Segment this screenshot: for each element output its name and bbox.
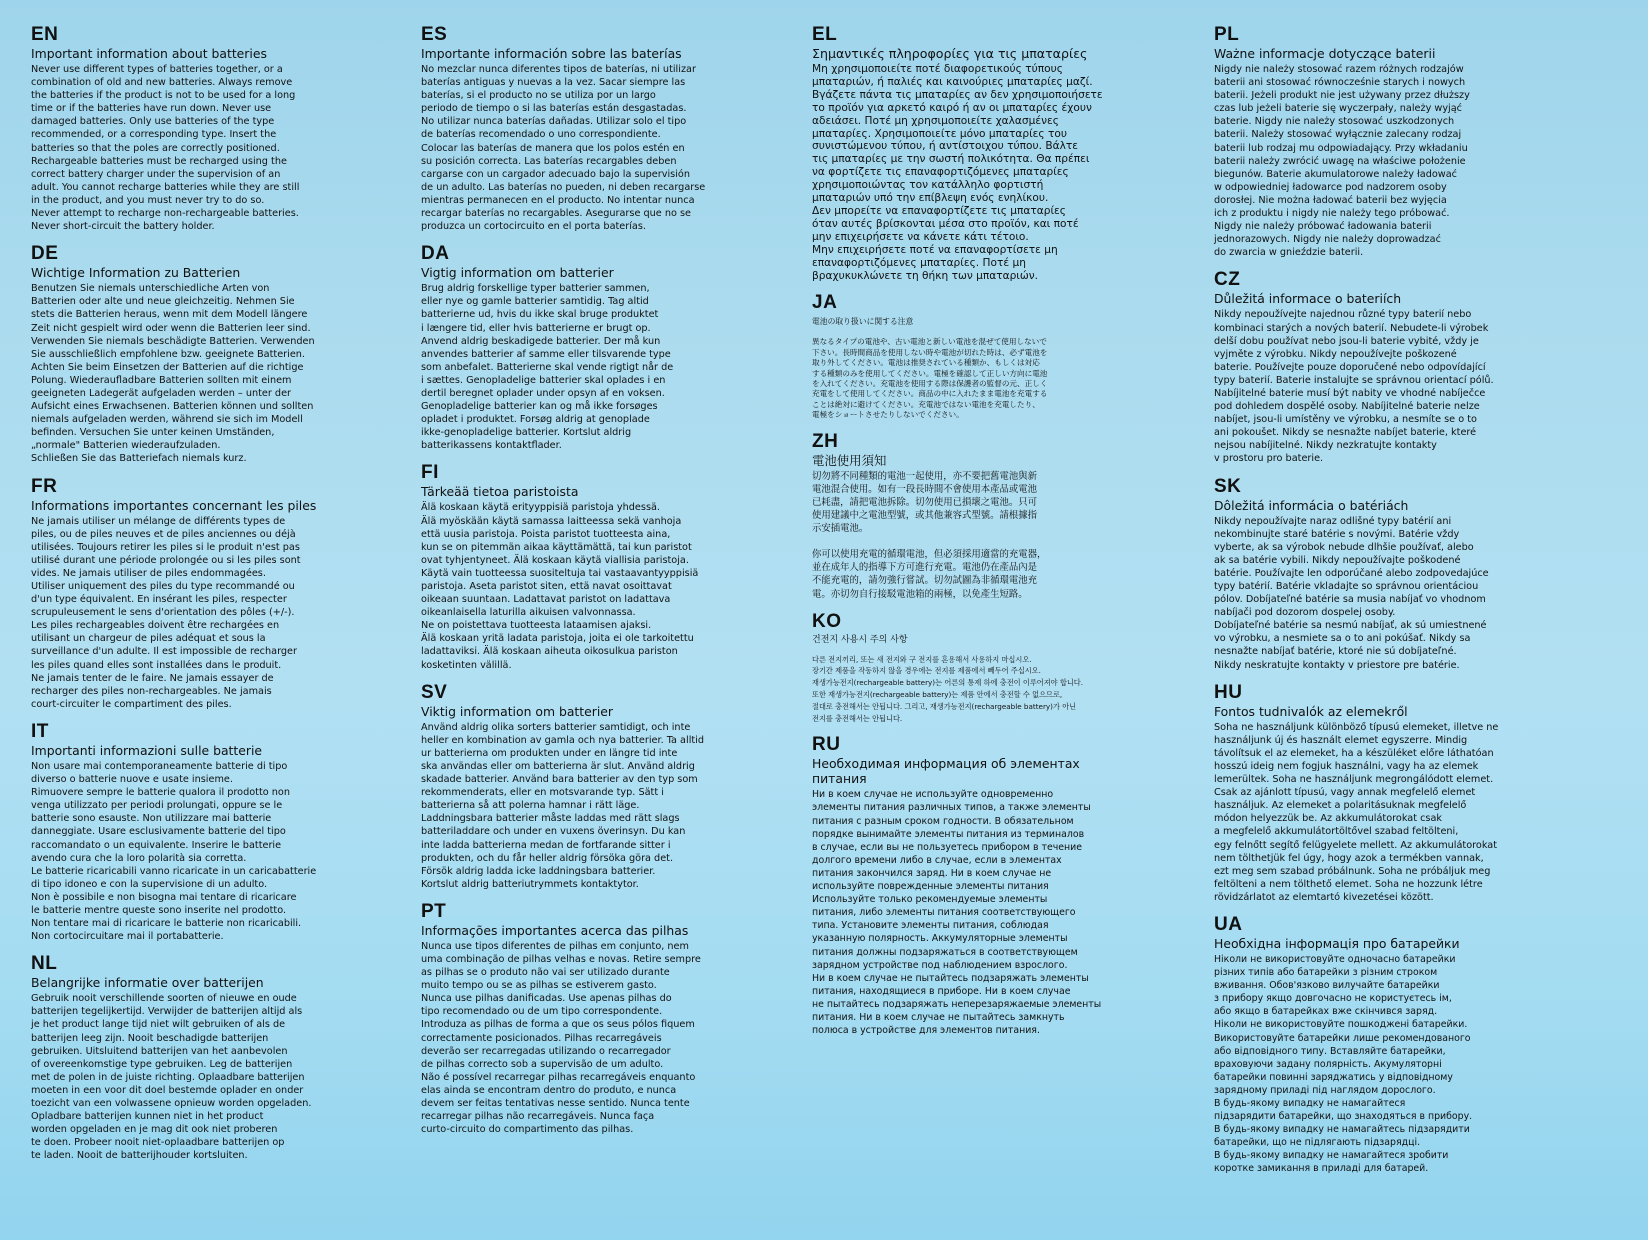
column-4 [1214,24,1514,1186]
section-body: Gebruik nooit verschillende soorten of nieuwe en oude batterijen tegelijkertijd. Verwijder de batterijen altijd als je het product lange tijd niet wilt gebruiken of als de batterijen leeg zijn. Nooit beschadigde batterijen gebruiken. Uitsluitend batterijen van het aanbevolen of overeenkomstige type gebruiken. Leg de batterijen met de polen in de juiste richting. Oplaadbare batterijen moeten in een voor dit doel bestemde oplader en onder toezicht van een volwassene opnieuw worden opgeladen. Opladbare batterijen kunnen niet in het product worden opgeladen en je mag dit ook niet proberen te doen. Probeer nooit niet-oplaadbare batterijen op te laden. Nooit de batterijhouder kortsluiten. [31,993,312,1162]
section-body: Använd aldrig olika sorters batterier samtidigt, och inte heller en kombination av gamla och nya batterier. Ta alltid ur batterierna om produkten under en längre tid inte ska användas eller om batterierna är slut. Använd aldrig skadade batterier. Använd bara batterier av den typ som rekommenderats, eller en motsvarande typ. Sätt i batterierna så att polerna hamnar i rätt läge. Laddningsbara batterier måste laddas med rätt slags batteriladdare och under en vuxens överinsyn. Du kan inte ladda batterierna medan de fortfarande sitter i produkten, och du får heller aldrig försöka göra det. Försök aldrig ladda icke laddningsbara batterier. Kortslut aldrig batteriutrymmets kontaktytor. [421,721,705,890]
section-title: Необходимая информация об элементах питания [812,756,1080,787]
language-code: DA [421,243,450,265]
language-code: PL [1214,24,1240,45]
section-ja [812,292,1122,420]
section-title: Wichtige Information zu Batterien [31,265,241,281]
section-hu [1214,682,1514,904]
section-title: Vigtig information om batterier [421,265,614,281]
section-pt [421,901,713,1136]
language-code: EL [812,24,838,45]
section-da [421,243,713,452]
section-body: Ни в коем случае не используйте одновременно элементы питания различных типов, а также элементы питания с разным сроком годности. В обязательном порядке вынимайте элементы питания из терминалов в случае, если вы не пользуетесь прибором в течение долгого времени либо в случае, если в элементах питания закончился заряд. Ни в коем случае не используйте поврежденные элементы питания Используйте только рекомендуемые элементы питания, либо элементы питания соответствующего типа. Установите элементы питания, соблюдая указанную полярность. Аккумуляторные элементы питания должны подзаряжаться в соответствующем зарядном устройстве под наблюдением взрослого. Ни в коем случае не пытайтесь подзаряжать элементы питания, находящиеся в приборе. Ни в коем случае не пытайтесь подзаряжать неперезаряжаемые элементы питания. Ни в коем случае не пытайтесь замкнуть полюса в устройстве для элементов питания. [812,789,1102,1037]
language-code: SK [1214,475,1242,497]
column-3 [812,24,1122,1047]
language-code: ZH [812,430,839,452]
section-body: Soha ne használjunk különböző típusú elemeket, illetve ne használjunk új és használt elemet egyszerre. Mindig távolítsuk el az elemeket, ha a készüléket előre láthatóan hosszú ideig nem fogjuk használni, vagy ha az elemek lemerültek. Soha ne használjunk megrongálódott elemet. Csak az ajánlott típusú, vagy annak megfelelő elemet használjuk. Az elemeket a polaritásuknak megfelelő módon helyezzük be. Az akkumulátorokat csak a megfelelő akkumulátortöltővel szabad feltölteni, egy felnőtt segítő felügyelete mellett. Az akkumulátorokat nem tölthetjük fel úgy, hogy azok a termékben vannak, ezt meg sem szabad próbálnunk. Soha ne próbáljuk meg feltölteni a nem tölthető elemet. Soha ne hozzunk létre rövidzárlatot az elemtartó kivezetései között. [1214,721,1499,903]
section-body: Μη χρησιμοποιείτε ποτέ διαφορετικούς τύπους μπαταριών, ή παλιές και καινούριες μπαταρίες μαζί. Βγάζετε πάντα τις μπαταρίες αν δεν χρησιμοποιήσετε το προϊόν για αρκετό καιρό ή αν οι μπαταρίες έχουν αδειάσει. Ποτέ μη χρησιμοποιείτε χαλασμένες μπαταρίες. Χρησιμοποιείτε μόνο μπαταρίες του συνιστώμενου τύπου, ή αντίστοιχου τύπου. Βάλτε τις μπαταρίες με την σωστή πολικότητα. Θα πρέπει να φορτίζετε τις επαναφορτιζόμενες μπαταρίες χρησιμοποιώντας τον κατάλληλο φορτιστή μπαταριών υπό την επίβλεψη ενός ενηλίκου. Δεν μπορείτε να επαναφορτίζετε τις μπαταρίες όταν αυτές βρίσκονται μέσα στο προϊόν, και ποτέ μην επιχειρήσετε να κάνετε κάτι τέτοιο. Μην επιχειρήσετε ποτέ να επαναφορτίσετε μη επαναφορτιζόμενες μπαταρίες. Ποτέ μη βραχυκυκλώνετε τη θήκη των μπαταριών. [812,63,1103,282]
section-title: Fontos tudnivalók az elemekről [1214,703,1408,719]
section-body: Nikdy nepoužívajte naraz odlišné typy batérií ani nekombinujte staré batérie s novými. Batérie vždy vyberte, ak sa výrobok nebude dlhšie používať, alebo ak sa batérie vybili. Nikdy nepoužívajte poškodené batérie. Používajte len odporúčané alebo zodpovedajúce typy batérií. Batérie vkladajte so správnou orientáciou pólov. Dobíjateľné batérie sa musia nabíjať vo vhodnom nabíjači pod dozorom dospelej osoby. Dobíjateľné batérie sa nesmú nabíjať, ak sú umiestnené vo výrobku, a nesmiete sa o to ani pokúšať. Nikdy sa nesnažte nabíjať batérie, ktoré nie sú dobíjateľné. Nikdy neskratujte kontakty v priestore pre batérie. [1214,515,1489,671]
language-code: ES [421,24,448,45]
language-code: JA [812,292,838,314]
section-nl [31,953,323,1162]
column-2 [421,24,713,1146]
section-en [31,24,323,233]
language-code: NL [31,953,58,975]
section-body: Ne jamais utiliser un mélange de différents types de piles, ou de piles neuves et de piles anciennes ou déjà utilisées. Toujours retirer les piles si le produit n'est pas utilisé durant une période prolongée ou si les piles sont vides. Ne jamais utiliser de piles endommagées. Utiliser uniquement des piles du type recommandé ou d'un type équivalent. En insérant les piles, respecter scrupuleusement le sens d'orientation des pôles (+/-). Les piles rechargeables doivent être rechargées en utilisant un chargeur de piles adéquat et sous la surveillance d'un adulte. Il est impossible de recharger les piles quand elles sont installées dans le produit. Ne jamais tenter de le faire. Ne jamais essayer de recharger des piles non-rechargeables. Ne jamais court-circuiter le compartiment des piles. [31,515,301,710]
section-body: 異なるタイプの電池や、古い電池と新しい電池を混ぜて使用しないで 下さい。長時間商品を使用しない時や電池が切れた時は、必ず電池を 取り外してください。電池は推奨されている種類か、もしくは対応 する種類のみを使用してください。電極を確認して正しい方向に電池 を入れてください。充電池を使用する際は保護者の監督の元、正しく 充電をして使用してください。商品の中に入れたまま電池を充電する ことは絶対に避けてください。充電池ではない電池を充電したり、 電極をショートさせたりしないでください。 [812,337,1048,420]
section-pl [1214,24,1514,259]
section-it [31,721,323,943]
section-sv [421,682,713,891]
language-code: FR [31,475,58,497]
section-de [31,243,323,465]
section-body: Älä koskaan käytä erityyppisiä paristoja yhdessä. Älä myöskään käytä samassa laitteessa sekä vanhoja että uusia paristoja. Poista paristot tuotteesta aina, kun se on pitemmän aikaa käyttämättä, tai kun paristot ovat tyhjentyneet. Älä koskaan käytä viallisia paristoja. Käytä vain tuotteessa suositeltuja tai vastaavantyyppisiä paristoja. Aseta paristot siten, että navat osoittavat oikeaan suuntaan. Ladattavat paristot on ladattava oikeanlaisella laturilla aikuisen valvonnassa. Ne on poistettava tuotteesta lataamisen ajaksi. Älä koskaan yritä ladata paristoja, joita ei ole tarkoitettu ladattaviksi. Älä koskaan aiheuta oikosulkua pariston kosketinten välillä. [421,502,699,671]
section-body: Brug aldrig forskellige typer batterier sammen, eller nye og gamle batterier samtidig. Tag altid batterierne ud, hvis du ikke skal bruge produktet i længere tid, eller hvis batterierne er brugt op. Anvend aldrig beskadigede batterier. Der må kun anvendes batterier af samme eller tilsvarende type som anbefalet. Batterierne skal vende rigtigt når de i sættes. Genopladelige batterier skal oplades i en dertil beregnet oplader under opsyn af en voksen. Genopladelige batterier kan og må ikke forsøges opladet i produktet. Forsøg aldrig at genoplade ikke-genopladelige batterier. Kortslut aldrig batterikassens kontaktflader. [421,283,674,452]
section-ko [812,611,1122,725]
section-body: Benutzen Sie niemals unterschiedliche Arten von Batterien oder alte und neue gleichzeitig. Nehmen Sie stets die Batterien heraus, wenn mit dem Modell längere Zeit nicht gespielt wird oder wenn die Batterien leer sind. Verwenden Sie niemals beschädigte Batterien. Verwenden Sie ausschließlich empfohlene bzw. geeignete Batterien. Achten Sie beim Einsetzen der Batterien auf die richtige Polung. Wiederaufladbare Batterien sollten mit einem geeigneten Ladegerät aufgeladen werden – unter der Aufsicht eines Erwachsenen. Batterien können und sollten niemals aufgeladen werden, während sie sich im Modell befinden. Versuchen Sie unter keinen Umständen, „normale" Batterien wiederaufzuladen. Schließen Sie das Batteriefach niemals kurz. [31,283,315,465]
column-1 [31,24,323,1172]
section-fi [421,462,713,671]
language-code: HU [1214,681,1243,703]
section-title: Viktig information om batterier [421,703,614,719]
language-code: DE [31,243,59,265]
language-code: PT [421,900,447,922]
language-code: EN [31,24,59,45]
section-fr [31,476,323,711]
section-body: 다른 전지끼리, 또는 새 전지와 구 전지를 혼용해서 사용하지 마십시오. 장기간 제품을 작동하지 않을 경우에는 전지를 제품에서 빼두어 주십시오. 재생가능전지(rechargeable battery)는 어른의 통제 하에 충전이 이루어져야 합니다. 또한 재생가능전지(rechargeable battery)는 제품 안에서 충전할 수 없으므로, 절대로 충전해서는 안됩니다. 그리고, 재생가능전지(rechargeable battery)가 아닌 전지를 충전해서는 안됩니다. [812,654,1084,723]
section-title: Informations importantes concernant les piles [31,497,317,513]
language-code: KO [812,610,842,632]
section-body: No mezclar nunca diferentes tipos de baterías, ni utilizar baterías antiguas y nuevas a la vez. Sacar siempre las baterías, si el producto no se utiliza por un largo periodo de tiempo o si las baterías están desgastadas. No utilizar nunca baterías dañadas. Utilizar solo el tipo de baterías recomendado o uno correspondiente. Colocar las baterías de manera que los polos estén en su posición correcta. Las baterías recargables deben cargarse con un cargador adecuado bajo la supervisión de un adulto. Las baterías no pueden, ni deben recargarse mientras permanecen en el producto. No intentar nunca recargar baterías no recargables. Asegurarse que no se produzca un cortocircuito en el porta baterías. [421,64,706,233]
section-body: Nunca use tipos diferentes de pilhas em conjunto, nem uma combinação de pilhas velhas e novas. Retire sempre as pilhas se o produto não vai ser utilizado durante muito tempo ou se as pilhas se estiverem gasto. Nunca use pilhas danificadas. Use apenas pilhas do tipo recomendado ou de um tipo correspondente. Introduza as pilhas de forma a que os seus pólos fiquem correctamente posicionados. Pilhas recarregáveis deverão ser recarregadas utilizando o recarregador de pilhas correcto sob a supervisão de um adulto. Não é possível recarregar pilhas recarregáveis enquanto elas ainda se encontram dentro do produto, e nunca devem ser feitas tentativas nesse sentido. Nunca tente recarregar pilhas não recarregáveis. Nunca faça curto-circuito do compartimento das pilhas. [421,940,701,1136]
section-title: Důležitá informace o bateriích [1214,291,1402,307]
section-es [421,24,713,233]
section-title: 電池使用須知 [812,452,887,468]
language-code: CZ [1214,269,1241,291]
section-body: Nikdy nepoužívejte najednou různé typy baterií nebo kombinaci starých a nových baterií. Nebudete-li výrobek delší dobu používat nebo jsou-li baterie vybité, vždy je vyjměte z výrobku. Nikdy nepoužívejte poškozené baterie. Používejte pouze doporučené nebo odpovídající typy baterií. Baterie instalujte se správnou orientací pólů. Nabíjitelné baterie musí být nabity ve vhodné nabíječce pod dohledem dospělé osoby. Nabíjitelné baterie nelze nabíjet, jsou-li umístěny ve výrobku, a nesmíte se o to ani pokoušet. Nikdy se nesnažte nabíjet baterie, které nejsou nabíjitelné. Nikdy nezkratujte kontakty v prostoru pro baterie. [1214,309,1494,465]
section-title: 電池の取り扱いに関する注意 [812,317,914,327]
section-body: Nigdy nie należy stosować razem różnych rodzajów baterii ani stosować równocześnie starych i nowych baterii. Jeżeli produkt nie jest używany przez dłuższy czas lub jeżeli baterie się wyczerpały, należy wyjąć baterie. Nigdy nie należy stosować uszkodzonych baterii. Należy stosować wyłącznie zalecany rodzaj baterii lub rodzaj mu odpowiadający. Przy wkładaniu baterii należy zwrócić uwagę na właściwe położenie biegunów. Baterie akumulatorowe należy ładować w odpowiedniej ładowarce pod nadzorem osoby dorosłej. Nie można ładować baterii bez wyjęcia ich z produktu i nigdy nie należy tego próbować. Nigdy nie należy próbować ładowania baterii jednorazowych. Nigdy nie należy doprowadzać do zwarcia w gnieździe baterii. [1214,64,1470,259]
section-body: Ніколи не використовуйте одночасно батарейки різних типів або батарейки з різним строком вживання. Обов'язково вилучайте батарейки з прибору якщо довгочасно не користуєтесь ім, або якщо в батарейках вже скінчився заряд. Ніколи не використовуйте пошкоджені батарейки. Використовуйте батарейки лише рекомендованого або відповідного типу. Вставляйте батарейки, враховуючи задану полярність. Акумуляторні батарейки повинні заряджатись у відповідному зарядному приладі під наглядом дорослого. В будь-якому випадку не намагайтеся підзарядити батарейки, що знаходяться в прибору. В будь-якому випадку не намагайтесь підзарядити батарейки, що не підлягають підзарядці. В будь-якому випадку не намагайтеся зробити коротке замикання в приладі для батарей. [1214,953,1473,1175]
section-title: Important information about batteries [31,46,267,61]
section-body: 切勿將不同種類的電池一起使用，亦不要把舊電池與新 電池混合使用。如有一段長時間不會使用本產品或電池 已耗盡，請把電池拆除。切勿使用已損壞之電池。只可 使用建議中之電池型號，或其他兼容式型號。請根據指 示安插電池。 你可以使用充電的循環電池，但必須採用適當的充電器， 並在成年人的指導下方可進行充電。電池仍在產品內是 不能充電的，請勿強行嘗試。切勿試圖為非循環電池充 電。亦切勿自行接駁電池箱的兩極，以免產生短路。 [812,470,1047,600]
section-title: Informações importantes acerca das pilhas [421,922,689,938]
section-title: Σημαντικές πληροφορίες για τις μπαταρίες [812,46,1088,61]
section-body: Never use different types of batteries together, or a combination of old and new batteries. Always remove the batteries if the product is not to be used for a long time or if the batteries have run down. Never use damaged batteries. Only use batteries of the type recommended, or a corresponding type. Insert the batteries so that the poles are correctly positioned. Rechargeable batteries must be recharged using the correct battery charger under the supervision of an adult. You cannot recharge batteries while they are still in the product, and you must never try to do so. Never attempt to recharge non-rechargeable batteries. Never short-circuit the battery holder. [31,64,300,233]
section-el [812,24,1122,282]
section-ua [1214,914,1514,1176]
section-cz [1214,269,1514,465]
section-title: Importanti informazioni sulle batterie [31,742,263,758]
section-title: Необхідна інформація про батарейки [1214,935,1460,951]
section-sk [1214,476,1514,672]
section-zh [812,431,1122,601]
language-code: IT [31,720,49,742]
section-ru [812,734,1122,1037]
language-code: SV [421,681,448,703]
language-code: UA [1214,913,1243,935]
language-code: FI [421,462,439,484]
section-title: 건전지 사용시 주의 사항 [812,634,908,645]
section-title: Belangrijke informatie over batterijen [31,975,264,991]
section-title: Importante información sobre las baterías [421,46,682,61]
section-title: Tärkeää tietoa paristoista [421,484,579,500]
section-body: Non usare mai contemporaneamente batterie di tipo diverso o batterie nuove e usate insieme. Rimuovere sempre le batterie qualora il prodotto non venga utilizzato per periodi prolungati, oppure se le batterie sono esauste. Non utilizzare mai batterie danneggiate. Usare esclusivamente batterie del tipo raccomandato o un equivalente. Inserire le batterie avendo cura che la loro polarità sia corretta. Le batterie ricaricabili vanno ricaricate in un caricabatterie di tipo idoneo e con la supervisione di un adulto. Non è possibile e non bisogna mai tentare di ricaricare le batterie mentre queste sono inserite nel prodotto. Non tentare mai di ricaricare le batterie non ricaricabili. Non cortocircuitare mai il portabatterie. [31,760,317,943]
section-title: Ważne informacje dotyczące baterii [1214,46,1436,61]
section-title: Dôležitá informácia o batériách [1214,497,1409,513]
language-code: RU [812,734,841,756]
